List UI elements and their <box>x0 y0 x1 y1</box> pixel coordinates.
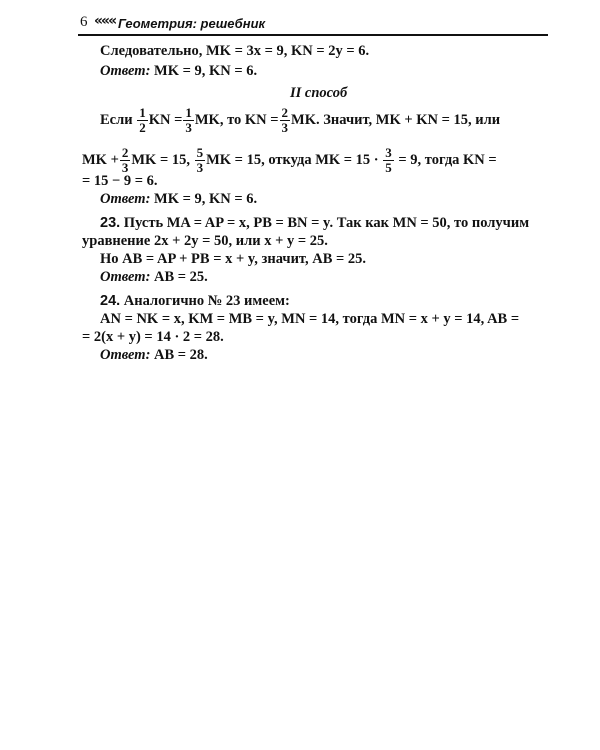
text-line: Следовательно, MK = 3x = 9, KN = 2y = 6. <box>100 43 370 59</box>
answer-label: Ответ: <box>100 191 151 207</box>
text-line: AN = NK = x, KM = MB = y, MN = 14, тогда MN = x + y = 14, AB = <box>100 311 520 327</box>
fraction-numerator: 1 <box>185 105 192 121</box>
text-fragment: = 9, тогда KN = <box>398 152 497 168</box>
answer-text: AB = 28. <box>150 347 208 363</box>
answer-line <box>100 190 257 208</box>
text-fragment: MK, то KN = <box>194 112 279 128</box>
page-header <box>78 10 548 34</box>
fraction-denominator: 2 <box>139 120 146 136</box>
answer-text: MK = 9, KN = 6. <box>150 63 258 79</box>
fraction <box>195 146 206 175</box>
header-rule <box>78 34 548 36</box>
problem-number: 23. <box>100 215 121 231</box>
method-heading: II способ <box>290 85 348 101</box>
book-title: Геометрия: решебник <box>118 16 266 31</box>
problem-23 <box>100 214 529 232</box>
answer-label: Ответ: <box>100 347 151 363</box>
fraction-denominator: 3 <box>121 160 129 176</box>
text-line: = 15 − 9 = 6. <box>82 173 158 189</box>
fraction <box>280 106 291 135</box>
text-line: уравнение 2x + 2y = 50, или x + y = 25. <box>82 233 328 249</box>
fraction-denominator: 3 <box>281 120 289 136</box>
text-fragment: MK. Значит, MK + KN = 15, или <box>291 112 501 128</box>
text-line: Но AB = AP + PB = x + y, значит, AB = 25. <box>100 251 366 267</box>
text-line: = 2(x + y) = 14 · 2 = 28. <box>82 329 224 345</box>
fraction <box>183 106 194 135</box>
fraction <box>120 146 131 175</box>
answer-label: Ответ: <box>100 269 151 285</box>
text-fragment: Пусть MA = AP = x, PB = BN = y. Так как MN = 50, то получим <box>120 215 530 231</box>
text-fragment: MK = 15, <box>131 152 190 168</box>
answer-line <box>100 62 257 80</box>
formula-line <box>100 106 500 135</box>
answer-line <box>100 346 208 364</box>
answer-line <box>100 268 208 286</box>
fraction-numerator: 5 <box>196 145 204 161</box>
answer-text: AB = 25. <box>150 269 208 285</box>
formula-line <box>82 146 497 175</box>
answer-text: MK = 9, KN = 6. <box>150 191 258 207</box>
answer-label: Ответ: <box>100 63 151 79</box>
text-fragment: MK = 15, откуда MK = 15 · <box>206 152 379 168</box>
page-number: 6 <box>80 14 88 30</box>
problem-24 <box>100 292 290 310</box>
fraction-numerator: 2 <box>121 145 129 161</box>
fraction <box>383 146 394 175</box>
header-marks-icon: ««« <box>94 13 116 29</box>
text-fragment: MK + <box>82 152 119 168</box>
fraction <box>137 106 148 135</box>
text-fragment: Если <box>100 112 133 128</box>
fraction-numerator: 2 <box>281 105 289 121</box>
fraction-denominator: 3 <box>185 120 192 136</box>
fraction-denominator: 3 <box>196 160 204 176</box>
fraction-denominator: 5 <box>385 160 392 176</box>
text-fragment: Аналогично № 23 имеем: <box>120 293 290 309</box>
fraction-numerator: 3 <box>385 145 392 161</box>
fraction-numerator: 1 <box>139 105 146 121</box>
text-fragment: KN = <box>148 112 183 128</box>
problem-number: 24. <box>100 293 121 309</box>
